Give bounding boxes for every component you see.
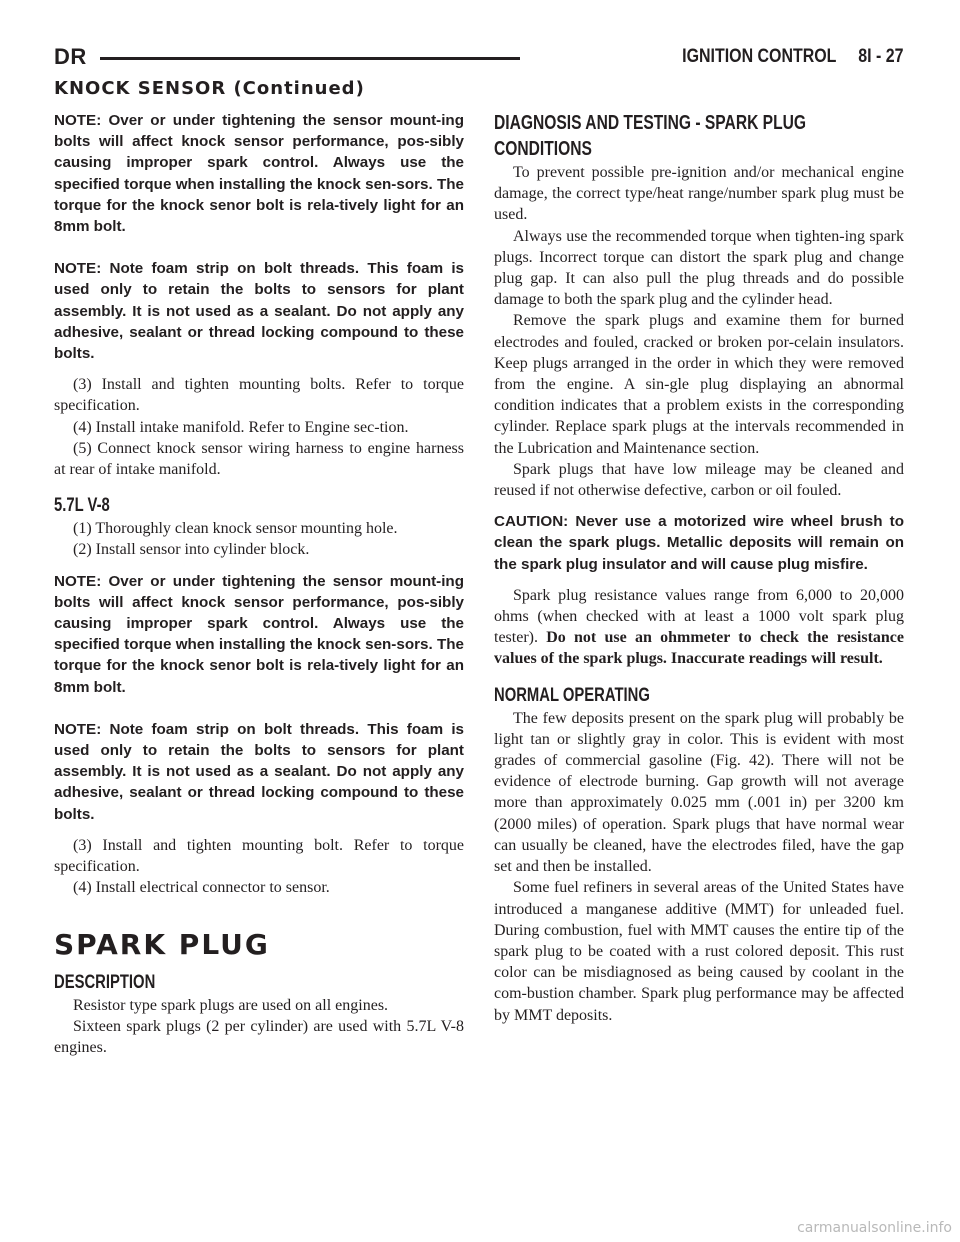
desc-p1: Resistor type spark plugs are used on all engines. [73, 996, 389, 1014]
step-4: (4) Install intake manifold. Refer to Engine sec-tion. [73, 418, 409, 436]
s57-step-2: (2) Install sensor into cylinder block. [73, 541, 310, 559]
step-3: (3) Install and tighten mounting bolts. Refer to torque specification. [54, 376, 464, 415]
continued-title: KNOCK SENSOR (Continued) [54, 78, 365, 99]
heading-5-7l: 5.7L V-8 [54, 495, 110, 517]
normal-p1: The few deposits present on the spark plug will probably be light tan or slightly gray in color. This is evident with most grades of commercial gasoline (Fig. 42). There will not be evidence of electrode burning. Gap growth will not average more than approximately 0.025 mm (.001 in) per 3200 km (2000 miles) of operation. Spark plugs that have normal wear can usually be cleaned, have the electrodes filed, have the gap set and then be installed. [494, 709, 904, 876]
diag-p5 [494, 585, 904, 670]
note-torque: NOTE: Over or under tightening the sensor mount-ing bolts will affect knock sensor performance, pos-sibly causing improper spark control. Always use the specified torque when installing the knock sen-sors. The torque for the knock senor bolt is rela-tively light for an 8mm bolt. [54, 112, 464, 236]
header-rule [100, 57, 520, 60]
diag-p1: To prevent possible pre-ignition and/or mechanical engine damage, the correct type/heat range/number spark plug must be used. [494, 164, 904, 224]
step-5: (5) Connect knock sensor wiring harness to engine harness at rear of intake manifold. [54, 439, 464, 479]
caution-wire-brush: CAUTION: Never use a motorized wire wheel brush to clean the spark plugs. Metallic deposits will remain on the spark plug insulator and will cause plug misfire. [494, 513, 904, 573]
diag-p4: Spark plugs that have low mileage may be cleaned and reused if not otherwise defective, carbon or oil fouled. [494, 460, 904, 500]
note-foam-strip-5-7l: NOTE: Note foam strip on bolt threads. This foam is used only to retain the bolts to sensors for plant assembly. It is not used as a sealant. Do not apply any adhesive, sealant or thread locking compound to these bolts. [54, 720, 464, 823]
resistance-text: Spark plug resistance values range from 6,000 to 20,000 ohms (when checked with at least a 1000 volt spark plug tester). [494, 586, 904, 647]
section-title-spark-plug: SPARK PLUG [54, 927, 270, 961]
heading-normal-operating: NORMAL OPERATING [494, 684, 650, 706]
note-torque-5-7l: NOTE: Over or under tightening the sensor mount-ing bolts will affect knock sensor performance, pos-sibly causing improper spark control. Always use the specified torque when installing the knock sen-sors. The torque for the knock senor bolt is rela-tively light for an 8mm bolt. [54, 572, 464, 696]
header-right [683, 46, 904, 68]
note-foam-strip: NOTE: Note foam strip on bolt threads. This foam is used only to retain the bolts to sensors for plant assembly. It is not used as a sealant. Do not apply any adhesive, sealant or thread locking compound to these bolts. [54, 260, 464, 363]
normal-p2: Some fuel refiners in several areas of the United States have introduced a manganese additive (MMT) for unleaded fuel. During combustion, fuel with MMT causes the entire tip of the spark plug to be coated with a rust colored deposit. This rust color can be misdiagnosed as being caused by coolant in the com-bustion chamber. Spark plug performance may be affected by MMT deposits. [494, 879, 904, 1024]
ohmmeter-warning: Do not use an ohmmeter to check the resistance values of the spark plugs. Inaccurate readings will result. [494, 629, 904, 668]
header-model-code: DR [54, 44, 87, 69]
page-header [54, 44, 904, 74]
watermark: carmanualsonline.info [797, 1220, 952, 1236]
header-section-title: IGNITION CONTROL [682, 46, 837, 67]
s57-step-1: (1) Thoroughly clean knock sensor mounting hole. [73, 520, 398, 538]
right-column [494, 110, 904, 1026]
s57-step-3: (3) Install and tighten mounting bolt. Refer to torque specification. [54, 836, 464, 876]
diag-p2: Always use the recommended torque when tighten-ing spark plugs. Incorrect torque can distort the spark plug and change plug gap. It can also pull the plug threads and do possible damage to both the spark plug and the cylinder head. [494, 227, 904, 309]
s57-step-4: (4) Install electrical connector to sensor. [73, 879, 330, 897]
heading-diagnosis: DIAGNOSIS AND TESTING - SPARK PLUG CONDITIONS [494, 112, 807, 160]
left-column [54, 110, 464, 1058]
diag-p3: Remove the spark plugs and examine them for burned electrodes and fouled, cracked or broken por-celain insulators. Keep plugs arranged in the order in which they were removed from the engine. A sin-gle plug displaying an abnormal condition indicates that a problem exists in the corresponding cylinder. Replace spark plugs at the intervals recommended in the Lubrication and Maintenance section. [494, 312, 904, 457]
header-page-number: 8I - 27 [858, 46, 904, 67]
desc-p2: Sixteen spark plugs (2 per cylinder) are used with 5.7L V-8 engines. [54, 1017, 464, 1056]
heading-description: DESCRIPTION [54, 971, 156, 993]
